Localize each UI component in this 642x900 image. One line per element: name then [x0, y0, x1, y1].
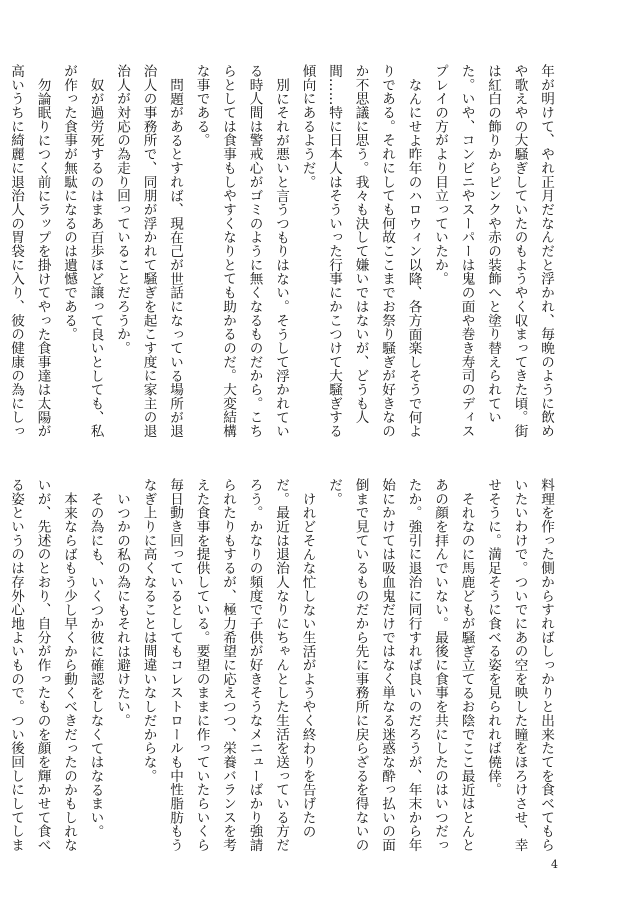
paragraph: 問題があるとすれば、現在己が世話になっている場所が退治人の事務所で、同朋が浮かれて騒ぎを起こす度に家主の退治人が対応の為走り回っていることだろうか。: [114, 64, 183, 438]
paragraph: 別にそれが悪いと言うつもりはない。そうして浮かれている時人間は警戒心がゴミのように無くなるものだから。こちらとしては食事もしやすくなりとても助かるのだ。大変結構な事である。: [193, 64, 289, 438]
paragraph: 料理を作った側からすればしっかりと出来たてを食べてもらいたいわけで。ついでにあの空を映した瞳をほろけさせ、幸せそうに。満足そうに食べる姿を見られれば僥倖。: [485, 478, 554, 852]
paragraph: 本来ならばもう少し早くから動くべきだったのかもしれないが、先述のとおり、自分が作ったものを顔を輝かせて食べる姿というのは存外心地よいもので。つい後回しにしてしま: [8, 478, 77, 852]
paragraph: その為にも、いくつか彼に確認をしなくてはなるまい。: [87, 491, 104, 838]
text-block-lower: [8, 478, 559, 858]
paragraph: 奴が過労死するのはまあ百歩ほど譲って良いとしても、私が作った食事が無駄になるのは遺憾である。: [61, 64, 104, 438]
paragraph: いつかの私の為にもそれは避けたい。: [114, 491, 130, 728]
page-number: 4: [551, 858, 558, 871]
paragraph: けれどそんな忙しない生活がようやく終わりを告げたのだ。最近は退治人なりにちゃんとした生活を送っている方だろう。かなりの頻度で子供が好きそうなメニューばかり強請られたりもするが、極力希望に応えつつ、栄養バランスを考えた食事を提供している。要望のままに作っていたらいくら毎日動き回っているとしてもコレストロールも中性脂肪もうなぎ上りに高くなることは間違いなしだからな。: [140, 478, 316, 852]
paragraph: 年が明けて、やれ正月だなんだと浮かれ、毎晩のように飲めや歌えやの大騒ぎしていたのもようやく収まってきた頃。街は紅白の飾りからピンクや赤の装飾へと塗り替えられていた。いや、コンビニやスーパーは鬼の面や巻き寿司のディスプレイの方がより目立っていたか。: [432, 64, 554, 438]
text-block-upper: [8, 64, 559, 444]
paragraph: それなのに馬鹿どもが騒ぎ立てるお陰でここ最近はとんとあの顔を拝んでいない。最後に食事を共にしたのはいつだったか。強引に退治に同行すれば良いのだろうが、年末から年始にかけては吸血鬼だけではなく単なる迷惑な酔っ払いの面倒まで見ているものだから先に事務所に戻らざるを得ないのだ。: [326, 478, 475, 852]
paragraph: なんにせよ昨年のハロウィン以降、各方面楽しそうで何よりである。それにしても何故ここまでお祭り騒ぎが好きなのか不思議に思う。我々も決して嫌いではないが、どうも人間……特に日本人はそういった行事にかこつけて大騒ぎする傾向にあるようだ。: [299, 64, 422, 438]
paragraph: 勿論眠りにつく前にラップを掛けてやった食事達は太陽が高いうちに綺麗に退治人の胃袋に入り、彼の健康の為にしっ: [8, 64, 51, 438]
